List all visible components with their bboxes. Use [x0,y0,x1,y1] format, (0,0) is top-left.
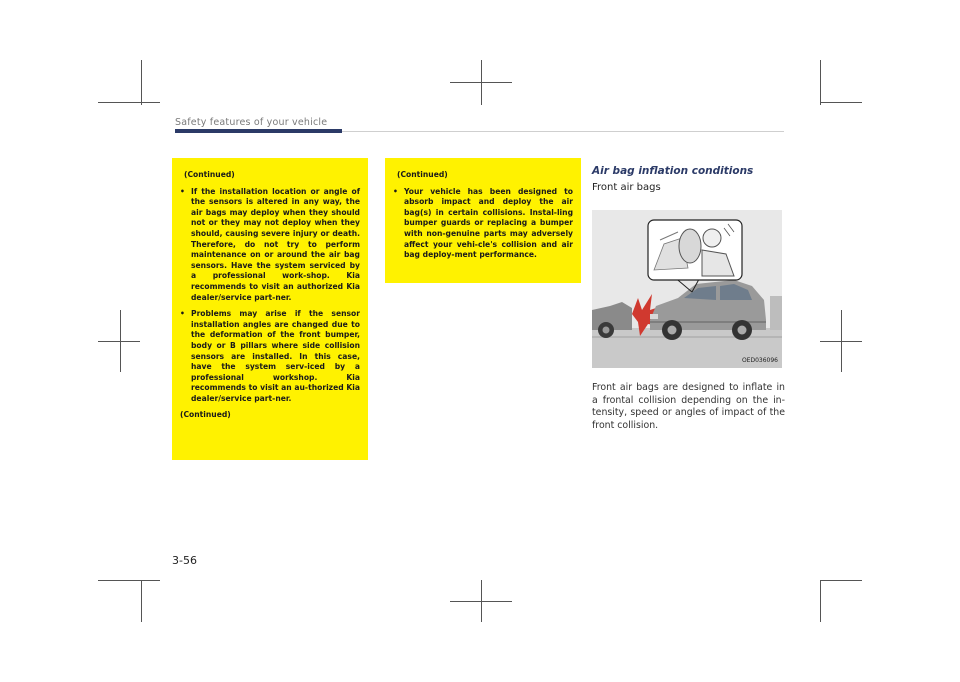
collision-illustration-svg [592,210,782,368]
warning-box-left [172,158,368,460]
warning-bullet [180,309,360,404]
header-accent-bar [175,129,342,133]
body-paragraph: Front air bags are designed to inflate in a frontal collision depending on the in-tensity, speed or angles of impact of the front collision. [592,382,785,431]
crop-mark [820,102,862,103]
crop-mark [450,82,512,83]
bullet-text: If the installation location or angle of the sensors is altered in any way, the air bags may deploy when they should not or they may not deploy when they should, causing severe injury or death. Therefore, do not try to perform maintenance on or around the air bag sensors. Have the system serviced by a professional work-shop. Kia recommends to visit an authorized Kia dealer/service part-ner. [191,186,360,302]
crop-mark [141,580,142,622]
bullet-text: Problems may arise if the sensor installation angles are changed due to the deformation of the front bumper, body or B pillars where side collision sensors are installed. In this case, have the system serv-iced by a professional workshop. Kia recommends to visit an au-thorized Kia dealer/service part-ner. [191,309,360,403]
section-header: Safety features of your vehicle [175,117,328,128]
header-rule [342,131,784,132]
continued-label: (Continued) [180,410,231,420]
crop-mark [820,341,862,342]
warning-box-right [385,158,581,283]
crop-mark [450,601,512,602]
bullet-text: Your vehicle has been designed to absorb impact and deploy the air bag(s) in certain collisions. Instal-ling bumper guards or replacing a bumper with non-genuine parts may adversely affect your vehi-cle's collision and air bag deploy-ment performance. [404,186,573,260]
page-number: 3-56 [172,554,197,567]
crop-mark [820,580,821,622]
warning-bullet [393,187,573,261]
collision-illustration [592,210,782,368]
crop-mark [141,60,142,105]
crop-mark [820,580,862,581]
crop-mark [98,341,140,342]
warning-bullet [180,187,360,304]
section-title: Air bag inflation conditions [592,165,754,177]
bullet-dot: • [180,309,185,319]
crop-mark [820,60,821,105]
bullet-dot: • [393,186,398,196]
figure-code: OED036096 [741,357,778,364]
subsection-title: Front air bags [592,182,661,193]
continued-label: (Continued) [184,170,235,179]
crop-mark [98,102,160,103]
bullet-dot: • [180,186,185,196]
crop-mark [98,580,160,581]
continued-label: (Continued) [397,170,448,179]
